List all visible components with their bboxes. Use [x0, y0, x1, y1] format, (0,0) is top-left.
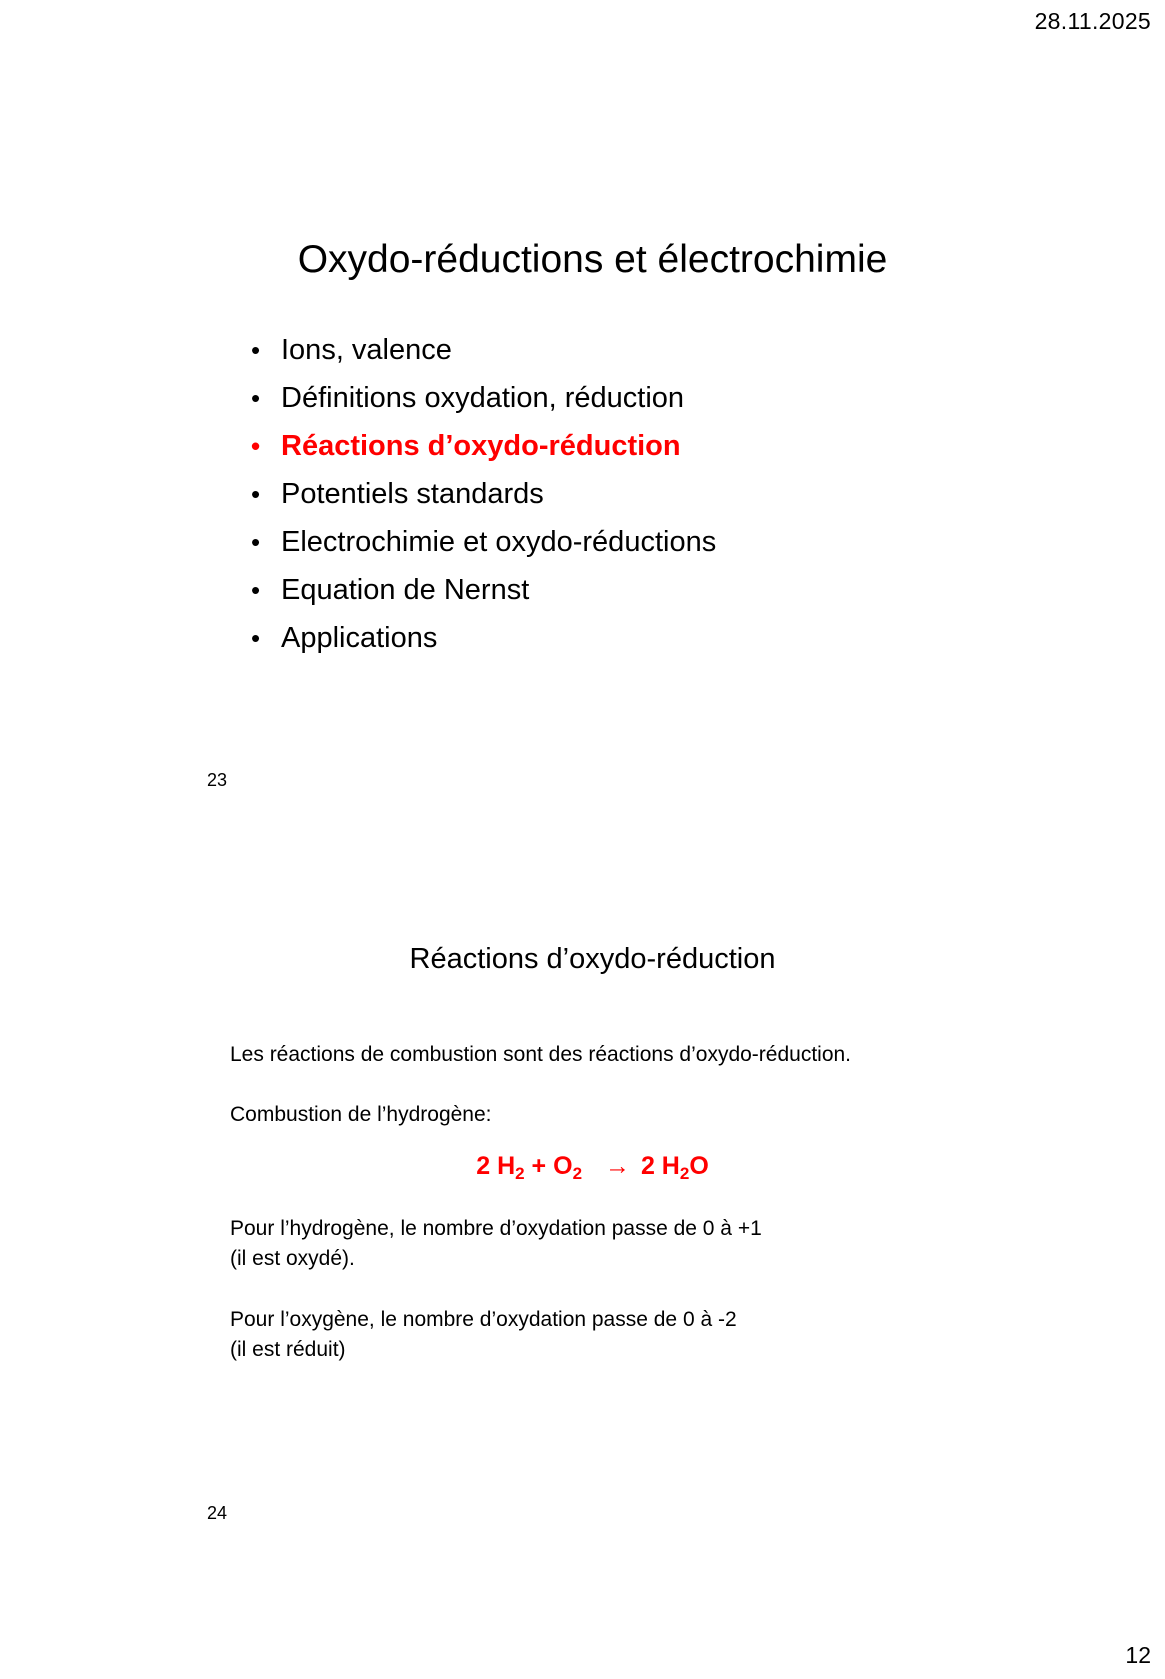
- slide-title: Oxydo-réductions et électrochimie: [297, 238, 888, 281]
- oxygen-line: Pour l’oxygène, le nombre d’oxydation passe de 0 à -2: [230, 1308, 737, 1331]
- list-item-label: Equation de Nernst: [281, 574, 530, 606]
- equation-subscript: 2: [515, 1164, 525, 1183]
- equation-subscript: 2: [679, 1164, 690, 1183]
- list-item-active: [251, 422, 716, 470]
- bullet-icon: •: [251, 335, 261, 365]
- oxygen-line: (il est réduit): [230, 1338, 346, 1361]
- hydrogen-text: [230, 1214, 762, 1274]
- subheading-text: Combustion de l’hydrogène:: [230, 1103, 492, 1126]
- list-item: [251, 470, 716, 518]
- equation-subscript: 2: [572, 1164, 583, 1183]
- page-number: 12: [1125, 1642, 1151, 1668]
- list-item: [251, 326, 716, 374]
- list-item-label: Définitions oxydation, réduction: [281, 382, 685, 414]
- equation-coefficient: 2: [476, 1152, 491, 1180]
- list-item-label: Réactions d’oxydo-réduction: [281, 430, 681, 462]
- bullet-icon: •: [251, 527, 261, 557]
- equation-element: H: [661, 1152, 680, 1180]
- equation-coefficient: 2: [640, 1152, 655, 1180]
- hydrogen-line: Pour l’hydrogène, le nombre d’oxydation passe de 0 à +1: [230, 1217, 762, 1240]
- equation-plus: +: [531, 1152, 547, 1180]
- list-item: [251, 614, 716, 662]
- slide-number: 23: [207, 770, 228, 790]
- bullet-icon: •: [251, 383, 261, 413]
- list-item-label: Applications: [281, 622, 438, 654]
- list-item-label: Ions, valence: [281, 334, 452, 366]
- bullet-icon: •: [251, 623, 261, 653]
- oxygen-text: [230, 1305, 737, 1365]
- bullet-icon: •: [251, 479, 261, 509]
- hydrogen-line: (il est oxydé).: [230, 1247, 355, 1270]
- intro-text: Les réactions de combustion sont des réactions d’oxydo-réduction.: [230, 1043, 852, 1066]
- list-item: [251, 566, 716, 614]
- list-item-label: Potentiels standards: [281, 478, 544, 510]
- page-date: 28.11.2025: [1034, 8, 1151, 34]
- equation-element: O: [553, 1152, 573, 1180]
- outline-list: [251, 326, 716, 662]
- slide-title: Réactions d’oxydo-réduction: [409, 943, 776, 975]
- equation-element: O: [689, 1152, 709, 1180]
- list-item: [251, 518, 716, 566]
- bullet-icon: •: [251, 431, 261, 461]
- arrow-right-icon: →: [604, 1152, 630, 1180]
- slide-number: 24: [207, 1503, 228, 1523]
- equation-element: H: [497, 1152, 516, 1180]
- chemical-equation: [0, 1152, 1165, 1181]
- bullet-icon: •: [251, 575, 261, 605]
- list-item-label: Electrochimie et oxydo-réductions: [281, 526, 717, 558]
- list-item: [251, 374, 716, 422]
